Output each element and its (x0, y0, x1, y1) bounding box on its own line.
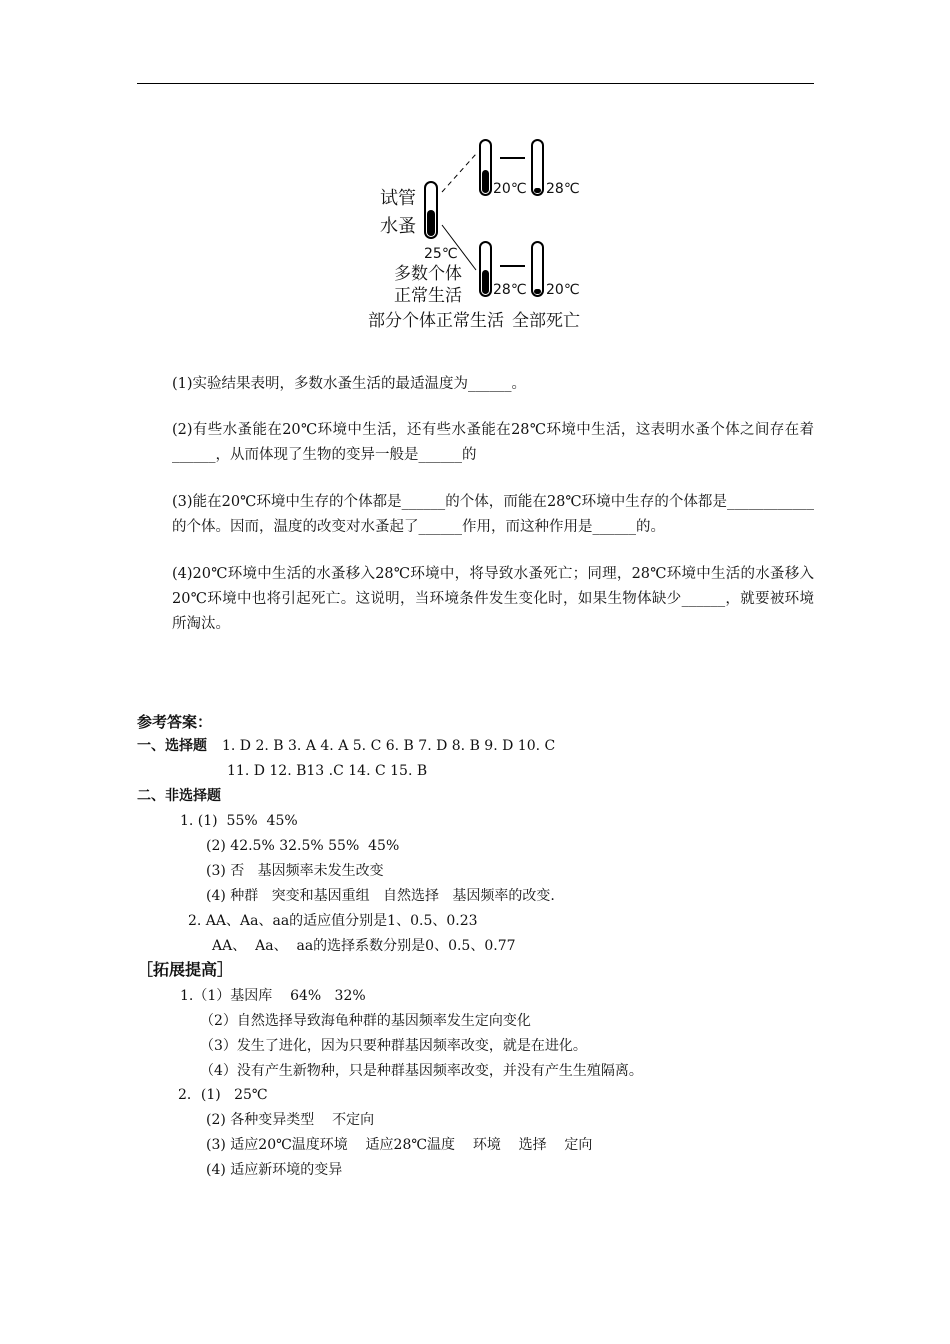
start-temp-label: 25℃ (424, 246, 458, 262)
ext-item1b: （2）自然选择导致海龟种群的基因频率发生定向变化 (200, 1013, 531, 1029)
question-4: (4)20℃环境中生活的水蚤移入28℃环境中，将导致水蚤死亡；同理，28℃环境中生活的水蚤移入20℃环境中也将引起死亡。这说明，当环境条件发生变化时，如果生物体缺少______，就要被环境所淘汰。 (172, 566, 814, 632)
section1-line1: 1. D 2. B 3. A 4. A 5. C 6. B 7. D 8. B 9. D 10. C (222, 738, 556, 754)
section1-line2: 11. D 12. B13 .C 14. C 15. B (227, 763, 428, 779)
question-2: (2)有些水蚤能在20℃环境中生活，还有些水蚤能在28℃环境中生活，这表明水蚤个体之间存在着______，从而体现了生物的变异一般是______的 (172, 422, 814, 463)
s2-item2a: 2. AA、Aa、aa的适应值分别是1、0.5、0.23 (188, 913, 478, 929)
bottom-temp-a: 28℃ (493, 282, 527, 298)
s2-item1c: (3) 否 基因频率未发生改变 (206, 863, 384, 879)
water-flea-experiment-diagram (360, 130, 600, 340)
start-note-line1: 多数个体 (394, 264, 462, 284)
question-3: (3)能在20℃环境中生存的个体都是______的个体，而能在28℃环境中生存的个体都是____________的个体。因而，温度的改变对水蚤起了______作用，而这种作用是______的。 (172, 494, 814, 535)
ext-item2c: (3) 适应20℃温度环境 适应28℃温度 环境 选择 定向 (206, 1137, 593, 1153)
ext-item1d: （4）没有产生新物种，只是种群基因频率改变，并没有产生生殖隔离。 (200, 1063, 643, 1079)
answers-heading: 参考答案： (137, 713, 213, 731)
s2-item2b: AA、 Aa、 aa的选择系数分别是0、0.5、0.77 (212, 938, 516, 954)
ext-item1a: 1.（1）基因库 64% 32% (180, 988, 366, 1004)
s2-item1a: 1. (1) 55% 45% (180, 813, 298, 829)
question-1: (1)实验结果表明，多数水蚤生活的最适温度为______。 (172, 376, 527, 392)
organism-label: 水蚤 (380, 216, 416, 237)
tube-label: 试管 (380, 188, 416, 209)
top-temp-a: 20℃ (493, 181, 527, 197)
top-tube-b (532, 140, 543, 195)
bottom-tube-a (480, 242, 491, 296)
upper-connector-line (442, 154, 476, 192)
section2-label: 二、非选择题 (137, 788, 221, 804)
ext-item2b: (2) 各种变异类型 不定向 (206, 1112, 375, 1128)
bottom-tube-b (532, 242, 543, 296)
s2-item1b: (2) 42.5% 32.5% 55% 45% (206, 838, 400, 854)
extension-heading: ［拓展提高］ (137, 960, 234, 979)
start-note-line2: 正常生活 (394, 286, 462, 306)
s2-item1d: (4) 种群 突变和基因重组 自然选择 基因频率的改变. (206, 888, 555, 904)
section1-label: 一、选择题 (137, 738, 207, 754)
bottom-temp-b: 20℃ (546, 282, 580, 298)
outcome-b: 全部死亡 (512, 311, 580, 331)
ext-item2a: 2．(1) 25℃ (178, 1087, 268, 1103)
top-temp-b: 28℃ (546, 181, 580, 197)
ext-item2d: (4) 适应新环境的变异 (206, 1162, 343, 1178)
header-rule (137, 83, 814, 84)
start-test-tube (425, 182, 437, 238)
outcome-a: 部分个体正常生活 (368, 311, 504, 331)
top-tube-a (480, 140, 491, 195)
ext-item1c: （3）发生了进化，因为只要种群基因频率改变，就是在进化。 (200, 1038, 587, 1054)
